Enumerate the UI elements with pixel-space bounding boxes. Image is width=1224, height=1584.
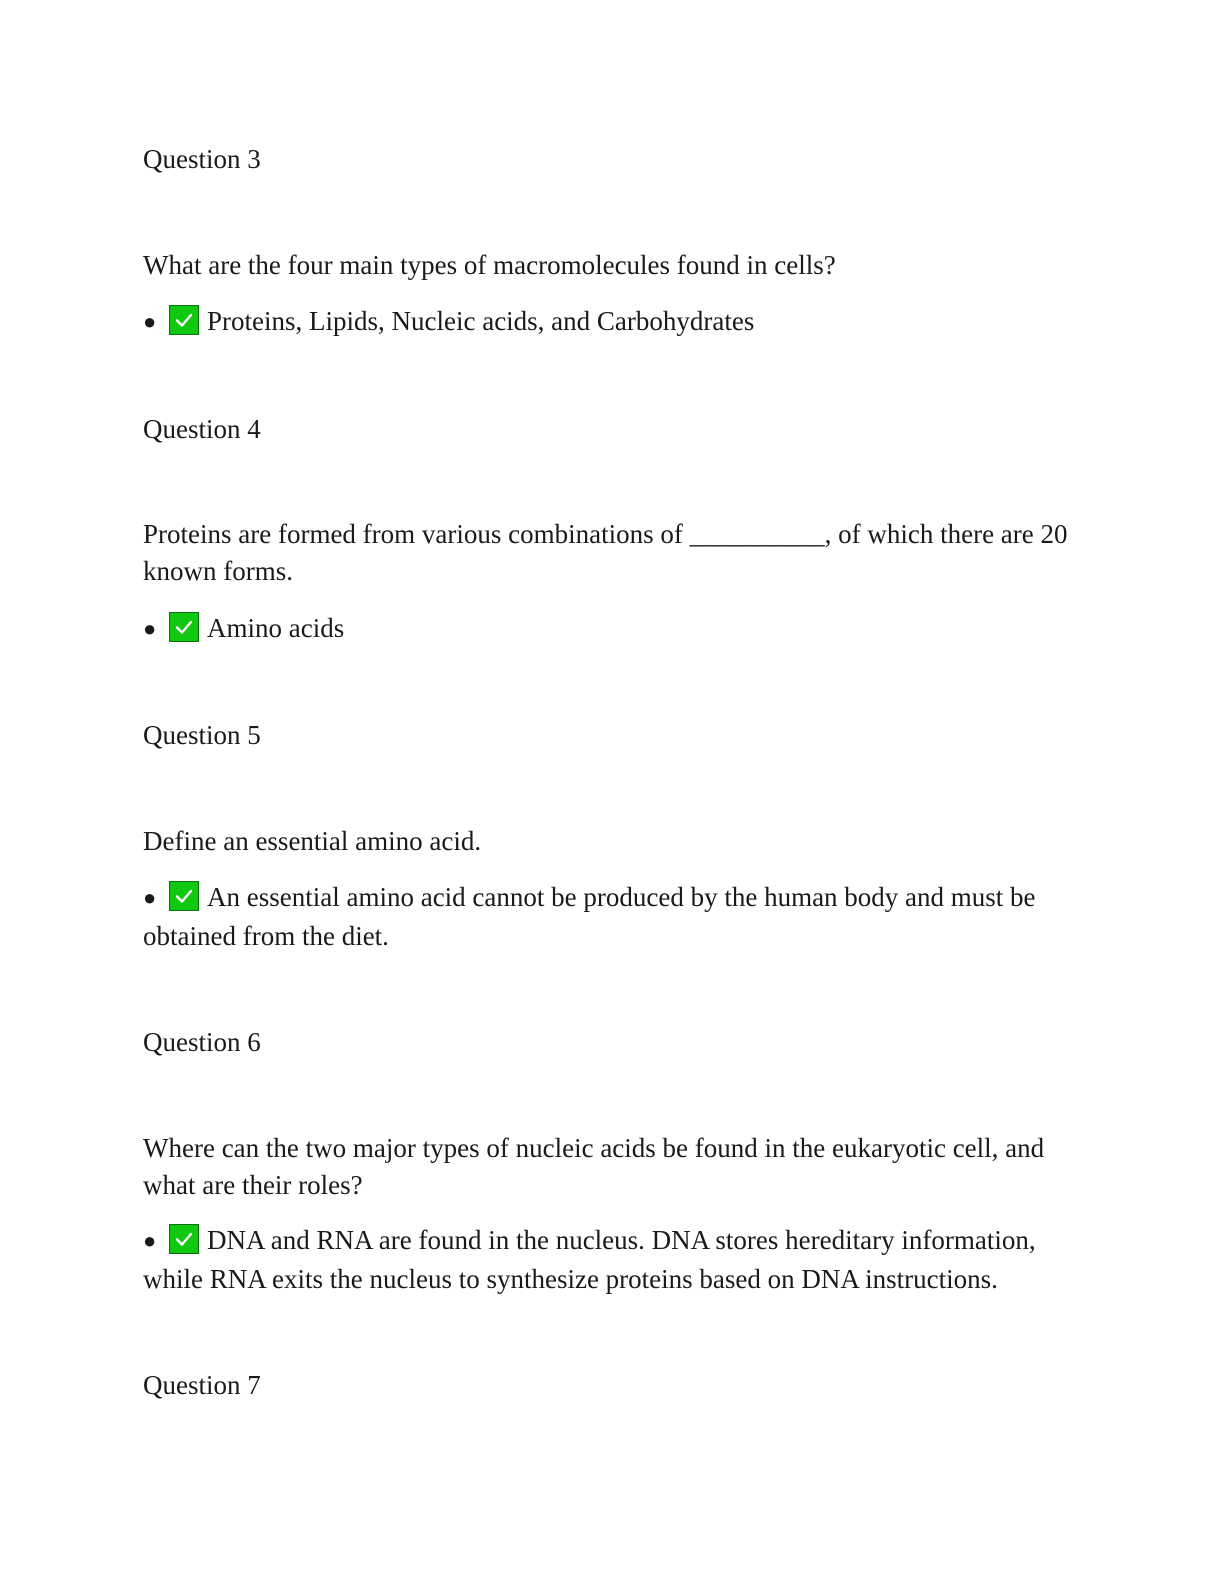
question-6-answer	[143, 1221, 1083, 1299]
question-3-answer-text: Proteins, Lipids, Nucleic acids, and Carbohydrates	[207, 306, 755, 336]
check-mark-icon	[169, 1224, 199, 1254]
question-4-prompt: Proteins are formed from various combinations of __________, of which there are 20 known forms.	[143, 519, 1068, 586]
bullet-icon: ●	[143, 885, 157, 910]
bullet-icon: ●	[143, 309, 157, 334]
question-4-heading: Question 4	[143, 414, 261, 444]
question-5-heading: Question 5	[143, 720, 261, 750]
question-6-prompt: Where can the two major types of nucleic acids be found in the eukaryotic cell, and what are their roles?	[143, 1133, 1045, 1200]
question-6-answer-text: DNA and RNA are found in the nucleus. DNA stores hereditary information, while RNA exits the nucleus to synthesize proteins based on DNA instructions.	[143, 1225, 1036, 1294]
bullet-icon: ●	[143, 616, 157, 641]
question-3-prompt: What are the four main types of macromolecules found in cells?	[143, 250, 836, 280]
question-6-heading: Question 6	[143, 1027, 261, 1057]
bullet-icon: ●	[143, 1228, 157, 1253]
check-mark-icon	[169, 612, 199, 642]
question-5-prompt: Define an essential amino acid.	[143, 826, 482, 856]
question-4-answer	[143, 609, 1083, 648]
check-mark-icon	[169, 305, 199, 335]
check-mark-icon	[169, 881, 199, 911]
question-4-answer-text: Amino acids	[207, 613, 345, 643]
question-3-answer	[143, 302, 1083, 341]
question-5-answer-text: An essential amino acid cannot be produced by the human body and must be obtained from the diet.	[143, 882, 1036, 951]
question-3-heading: Question 3	[143, 144, 261, 174]
question-5-answer	[143, 878, 1083, 956]
question-7-heading: Question 7	[143, 1370, 261, 1400]
